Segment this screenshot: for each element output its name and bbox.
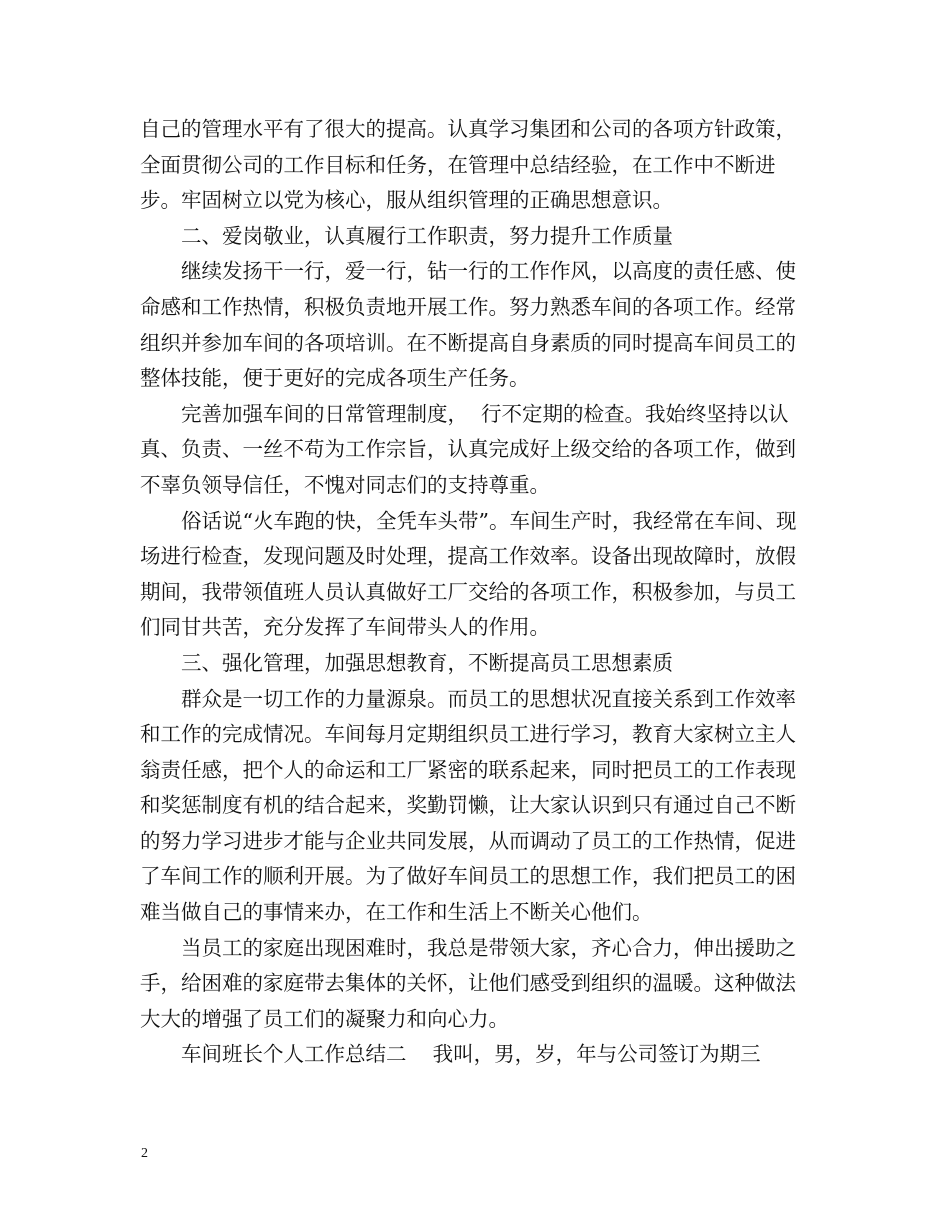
paragraph: 完善加强车间的日常管理制度， 行不定期的检查。我始终坚持以认真、负责、一丝不苟为工作宗旨，认真完成好上级交给的各项工作，做到不辜负领导信任，不愧对同志们的支持尊重。 xyxy=(140,401,796,497)
page-number: 2 xyxy=(141,1146,148,1161)
section-heading-3: 三、强化管理，加强思想教育，不断提高员工思想素质 xyxy=(181,650,673,675)
document-body xyxy=(140,112,812,1073)
paragraph-continuation: 自己的管理水平有了很大的提高。认真学习集团和公司的各项方针政策，全面贯彻公司的工作目标和任务，在管理中总结经验，在工作中不断进步。牢固树立以党为核心，服从组织管理的正确思想意识。 xyxy=(140,117,796,213)
section-heading-2: 二、爱岗敬业，认真履行工作职责，努力提升工作质量 xyxy=(181,223,673,248)
paragraph: 俗话说“火车跑的快，全凭车头带”。车间生产时，我经常在车间、现场进行检查，发现问题及时处理，提高工作效率。设备出现故障时，放假期间，我带领值班人员认真做好工厂交给的各项工作，积极参加，与员工们同甘共苦，充分发挥了车间带头人的作用。 xyxy=(140,508,797,640)
paragraph: 群众是一切工作的力量源泉。而员工的思想状况直接关系到工作效率和工作的完成情况。车间每月定期组织员工进行学习，教育大家树立主人翁责任感，把个人的命运和工厂紧密的联系起来，同时把员工的工作表现和奖惩制度有机的结合起来，奖勤罚懒，让大家认识到只有通过自己不断的努力学习进步才能与企业共同发展，从而调动了员工的工作热情，促进了车间工作的顺利开展。为了做好车间员工的思想工作，我们把员工的困难当做自己的事情来办，在工作和生活上不断关心他们。 xyxy=(140,686,796,925)
paragraph: 继续发扬干一行，爱一行，钻一行的工作作风，以高度的责任感、使命感和工作热情，积极负责地开展工作。努力熟悉车间的各项工作。经常组织并参加车间的各项培训。在不断提高自身素质的同时提高车间员工的整体技能，便于更好的完成各项生产任务。 xyxy=(140,259,796,391)
paragraph: 当员工的家庭出现困难时，我总是带领大家，齐心合力，伸出援助之手，给困难的家庭带去集体的关怀，让他们感受到组织的温暖。这种做法大大的增强了员工们的凝聚力和向心力。 xyxy=(140,935,796,1031)
paragraph: 车间班长个人工作总结二 我叫，男，岁，年与公司签订为期三 xyxy=(181,1042,761,1067)
